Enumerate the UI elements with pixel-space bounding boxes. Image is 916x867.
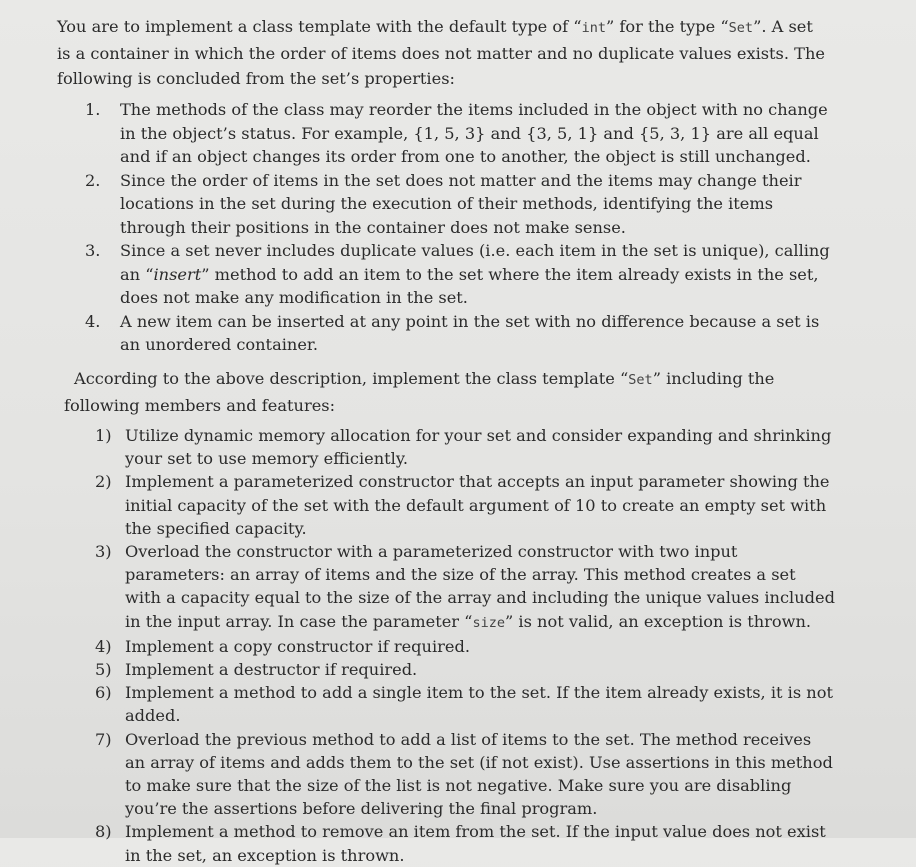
list-text: Since a set never includes duplicate values (i.e. each item in the set is unique), calling an “: [120, 241, 830, 284]
list-number: 2): [95, 472, 112, 492]
list-item: [85, 239, 830, 310]
list-text: Implement a parameterized constructor that accepts an input parameter showing the initial capacity of the set with the default argument of 10 to create an empty set with the specified capacity.: [125, 472, 830, 538]
list-number: 4): [95, 636, 112, 656]
section2-text-2: ” including the following members and features:: [64, 369, 775, 415]
list-number: 4.: [85, 311, 101, 331]
list-number: 3.: [85, 241, 101, 260]
list-text: ” is not valid, an exception is thrown.: [504, 611, 812, 631]
list-item: [85, 169, 830, 240]
list-item: [95, 681, 835, 727]
features-list: [95, 424, 835, 867]
list-text: Overload the constructor with a parameterized constructor with two input parameters: an array of items and the size of the array. This method creates a set with a capacity equal to the size of the array and including the unique values included in the input array. In case the parameter “: [125, 542, 835, 631]
list-text: Implement a method to add a single item to the set. If the item already exists, it is not added.: [125, 683, 833, 726]
list-text: Since the order of items in the set does not matter and the items may change their locations in the set during the execution of their methods, identifying the items through their positions in the container does not make sense.: [120, 170, 802, 237]
list-number: 7): [95, 729, 112, 749]
intro-text-1: You are to implement a class template with the default type of “: [57, 17, 582, 36]
insert-italic: insert: [153, 264, 202, 284]
code-set: Set: [728, 20, 754, 36]
list-number: 3): [95, 542, 112, 562]
list-item: [85, 98, 830, 169]
list-item: [95, 820, 835, 866]
list-number: 5): [95, 660, 112, 680]
list-text: The methods of the class may reorder the items included in the object with no change in the object’s status. For example, {1, 5, 3} and {3, 5, 1} and {5, 3, 1} are all equal and if an object changes its order from one to another, the object is still unchanged.: [120, 100, 828, 166]
list-text: Utilize dynamic memory allocation for your set and consider expanding and shrinking your set to use memory efficiently.: [125, 426, 832, 469]
list-text: Implement a copy constructor if required.: [125, 636, 470, 656]
code-int: int: [581, 20, 606, 36]
list-text: Overload the previous method to add a list of items to the set. The method receives an array of items and adds them to the set (if not exist). Use assertions in this method to make sure that the size of the list is not negative. Make sure you are disabling you’re the assertions before delivering the final program.: [125, 729, 833, 819]
intro-text-2: ” for the type “: [605, 17, 729, 36]
list-text: Implement a method to remove an item from the set. If the input value does not exist in the set, an exception is thrown.: [125, 822, 826, 865]
list-item: [95, 658, 835, 681]
section2-text-1: According to the above description, implement the class template “: [74, 369, 629, 388]
section2-paragraph: [64, 366, 824, 418]
intro-text-3: ”. A set is a container in which the order of items does not matter and no duplicate values exists. The following is concluded from the set’s properties:: [57, 17, 825, 88]
intro-paragraph: [57, 14, 827, 91]
list-number: 6): [95, 683, 112, 703]
list-number: 2.: [85, 170, 101, 190]
code-size: size: [472, 614, 505, 631]
list-number: 1): [95, 426, 112, 445]
list-number: 8): [95, 822, 112, 842]
properties-list: [85, 98, 830, 357]
list-text: Implement a destructor if required.: [125, 660, 418, 680]
list-number: 1.: [85, 100, 101, 119]
list-item: [95, 424, 835, 470]
code-set: Set: [628, 372, 653, 388]
list-item: [95, 470, 835, 540]
list-text: ” method to add an item to the set where the item already exists in the set, does not make any modification in the set.: [120, 264, 819, 307]
list-item: [85, 310, 830, 357]
list-text: A new item can be inserted at any point in the set with no difference because a set is an unordered container.: [120, 311, 820, 354]
list-item: [95, 728, 835, 821]
list-item: [95, 635, 835, 658]
list-item: [95, 540, 835, 635]
